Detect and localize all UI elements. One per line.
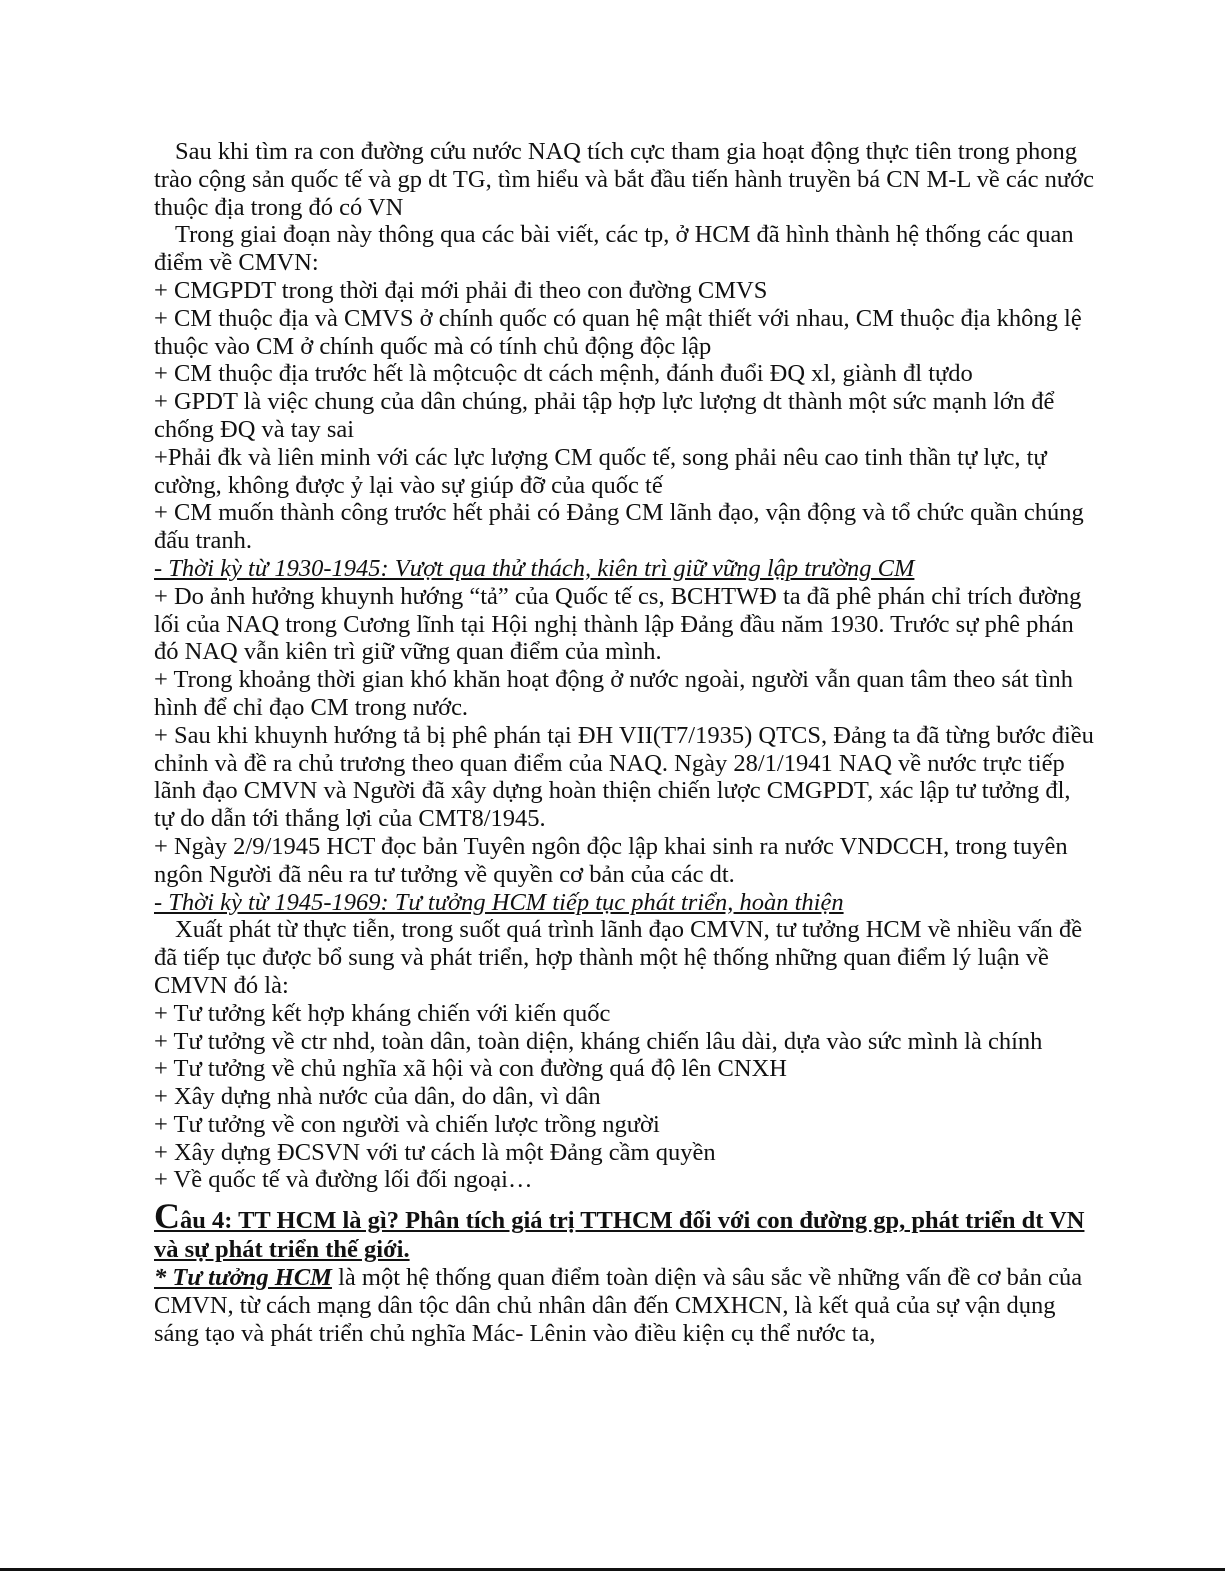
view-item: +Phải đk và liên minh với các lực lượng CM quốc tế, song phải nêu cao tinh thần tự lực, tự cường, không được ỷ lại vào sự giúp đỡ của quốc tế — [154, 443, 1047, 499]
question-4-initial: C — [154, 1196, 180, 1237]
period2-item: + Tư tưởng về ctr nhd, toàn dân, toàn diện, kháng chiến lâu dài, dựa vào sức mình là chính — [154, 1027, 1043, 1055]
period2-item: + Về quốc tế và đường lối đối ngoại… — [154, 1166, 533, 1194]
definition-paragraph — [154, 1264, 1094, 1347]
page-bottom-rule — [0, 1568, 1225, 1571]
period1-item: + Sau khi khuynh hướng tả bị phê phán tại ĐH VII(T7/1935) QTCS, Đảng ta đã từng bước điều chỉnh và đề ra chủ trương theo quan điểm của NAQ. Ngày 28/1/1941 NAQ về nước trực tiếp lãnh đạo CMVN và Người đã xây dựng hoàn thiện chiến lược CMGPDT, xác lập tư tưởng đl, tự do dẫn tới thắng lợi của CMT8/1945. — [154, 721, 1094, 833]
period2-intro: Xuất phát từ thực tiễn, trong suốt quá trình lãnh đạo CMVN, tư tưởng HCM về nhiều vấn đề đã tiếp tục được bổ sung và phát triển, hợp thành một hệ thống những quan điểm lý luận về CMVN đó là: — [154, 916, 1083, 999]
period2-item: + Xây dựng nhà nước của dân, do dân, vì dân — [154, 1083, 601, 1111]
view-item: + GPDT là việc chung của dân chúng, phải tập hợp lực lượng dt thành một sức mạnh lớn để chống ĐQ và tay sai — [154, 388, 1055, 443]
period-1930-1945-title: - Thời kỳ từ 1930-1945: Vượt qua thử thách, kiên trì giữ vững lập trường CM — [154, 554, 915, 582]
view-item: + CM thuộc địa và CMVS ở chính quốc có quan hệ mật thiết với nhau, CM thuộc địa không lệ thuộc vào CM ở chính quốc mà có tính chủ động độc lập — [154, 304, 1082, 360]
definition-term: * Tư tưởng HCM — [154, 1264, 332, 1292]
period1-item: + Do ảnh hưởng khuynh hướng “tả” của Quốc tế cs, BCHTWĐ ta đã phê phán chỉ trích đường lối của NAQ trong Cương lĩnh tại Hội nghị thành lập Đảng đầu năm 1930. Trước sự phê phán đó NAQ vẫn kiên trì giữ vững quan điểm của mình. — [154, 582, 1082, 666]
intro-paragraph-2: Trong giai đoạn này thông qua các bài viết, các tp, ở HCM đã hình thành hệ thống các quan điểm về CMVN: — [154, 221, 1074, 277]
definition-text: là một hệ thống quan điểm toàn diện và sâu sắc về những vấn đề cơ bản của CMVN, từ cách mạng dân tộc dân chủ nhân dân đến CMXHCN, là kết quả của sự vận dụng sáng tạo và phát triển chủ nghĩa Mác- Lênin vào điều kiện cụ thể nước ta, — [154, 1264, 1083, 1347]
period2-item: + Xây dựng ĐCSVN với tư cách là một Đảng cầm quyền — [154, 1138, 716, 1166]
question-4-text: âu 4: TT HCM là gì? Phân tích giá trị TTHCM đối với con đường gp, phát triển dt VN và sự phát triển thế giới. — [154, 1207, 1085, 1264]
document-page — [154, 138, 1094, 1348]
question-4-heading — [154, 1196, 1094, 1264]
period2-item: + Tư tưởng kết hợp kháng chiến với kiến quốc — [154, 999, 611, 1027]
intro-paragraph-1: Sau khi tìm ra con đường cứu nước NAQ tích cực tham gia hoạt động thực tiên trong phong trào cộng sản quốc tế và gp dt TG, tìm hiểu và bắt đầu tiến hành truyền bá CN M-L về các nước thuộc địa trong đó có VN — [154, 138, 1094, 221]
period2-item: + Tư tưởng về con người và chiến lược trồng người — [154, 1110, 660, 1138]
view-item: + CM muốn thành công trước hết phải có Đảng CM lãnh đạo, vận động và tổ chức quần chúng đấu tranh. — [154, 499, 1084, 555]
period1-item: + Ngày 2/9/1945 HCT đọc bản Tuyên ngôn độc lập khai sinh ra nước VNDCCH, trong tuyên ngôn Người đã nêu ra tư tưởng về quyền cơ bản của các dt. — [154, 832, 1068, 888]
period1-item: + Trong khoảng thời gian khó khăn hoạt động ở nước ngoài, người vẫn quan tâm theo sát tình hình để chỉ đạo CM trong nước. — [154, 666, 1073, 721]
view-item: + CM thuộc địa trước hết là mộtcuộc dt cách mệnh, đánh đuổi ĐQ xl, giành đl tựdo — [154, 360, 973, 388]
view-item: + CMGPDT trong thời đại mới phải đi theo con đường CMVS — [154, 276, 768, 304]
period-1945-1969-title: - Thời kỳ từ 1945-1969: Tư tưởng HCM tiếp tục phát triển, hoàn thiện — [154, 888, 844, 916]
period2-item: + Tư tưởng về chủ nghĩa xã hội và con đường quá độ lên CNXH — [154, 1055, 787, 1083]
